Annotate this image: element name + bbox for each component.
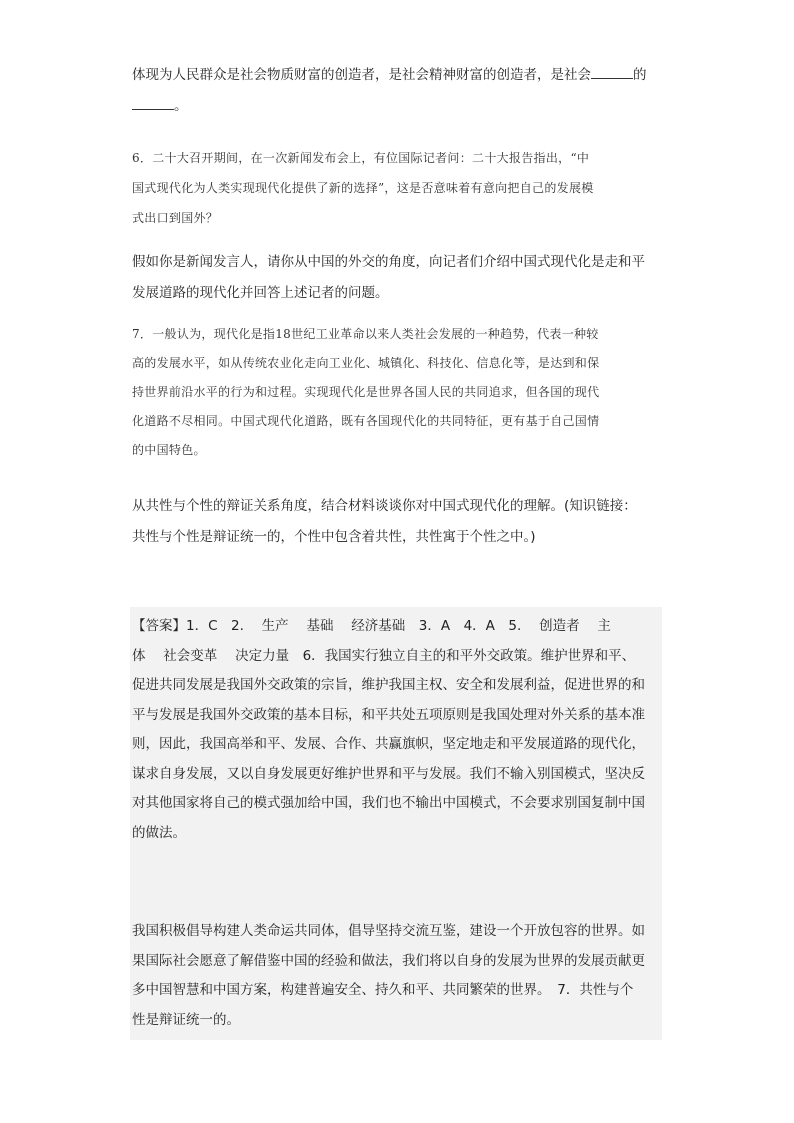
question-7-line: 化道路不尽相同。中国式现代化道路，既有各国现代化的共同特征，更有基于自己国情 xyxy=(132,414,600,428)
answer-line: 对其他国家将自己的模式强加给中国，我们也不输出中国模式，不会要求别国复制中国 xyxy=(132,795,645,811)
question-6-prompt-line: 假如你是新闻发言人，请你从中国的外交的角度，向记者们介绍中国式现代化是走和平 xyxy=(132,254,645,270)
question-7 xyxy=(132,320,662,465)
answer-line: 性是辩证统一的。 xyxy=(132,1011,240,1028)
intro-line-1: 体现为人民群众是社会物质财富的创造者，是社会精神财富的创造者，是社会 的 xyxy=(132,67,647,83)
answer-line: 的做法。 xyxy=(132,824,186,841)
question-7-line: 持世界前沿水平的行为和过程。实现现代化是世界各国人民的共同追求，但各国的现代 xyxy=(132,385,600,399)
question-7-prompt-line: 从共性与个性的辩证关系角度，结合材料谈谈你对中国式现代化的理解。(知识链接： xyxy=(132,498,637,514)
fill-blank xyxy=(591,66,633,79)
fill-blank xyxy=(132,97,174,110)
answer-line: 体 社会变革 决定力量 6．我国实行独立自主的和平外交政策。维护世界和平、 xyxy=(132,647,636,664)
question-6-prompt-line: 发展道路的现代化并回答上述记者的问题。 xyxy=(132,285,389,301)
intro-line-2: 。 xyxy=(132,97,662,115)
answer-part-1 xyxy=(132,612,662,848)
question-7-line: 的中国特色。 xyxy=(132,443,206,457)
answer-line: 促进共同发展是我国外交政策的宗旨，维护我国主权、安全和发展利益，促进世界的和 xyxy=(132,677,645,693)
answer-line: 谋求自身发展，又以自身发展更好维护世界和平与发展。我们不输入别国模式，坚决反 xyxy=(132,765,645,782)
question-6-line: 国式现代化为人类实现现代化提供了新的选择”，这是否意味着有意向把自己的发展模 xyxy=(132,181,594,195)
question-7-prompt-line: 共性与个性是辩证统一的，个性中包含着共性，共性寓于个性之中。) xyxy=(132,529,536,545)
question-7-line: 7．一般认为，现代化是指18世纪工业革命以来人类社会发展的一种趋势，代表一种较 xyxy=(132,327,599,341)
answer-line: 果国际社会愿意了解借鉴中国的经验和做法，我们将以自身的发展为世界的发展贡献更 xyxy=(132,952,645,969)
intro-text xyxy=(132,66,662,115)
question-7-prompt xyxy=(132,491,662,553)
answer-line: 我国积极倡导构建人类命运共同体，倡导坚持交流互鉴，建设一个开放包容的世界。如 xyxy=(132,923,645,939)
question-6-line: 式出口到国外？ xyxy=(132,211,219,225)
question-6-line: 6．二十大召开期间，在一次新闻发布会上，有位国际记者问：二十大报告指出，“中 xyxy=(132,151,590,165)
question-6-prompt xyxy=(132,247,662,309)
answer-line: 【答案】1．C 2. 生产 基础 经济基础 3．A 4．A 5. 创造者 主 xyxy=(132,618,611,634)
answer-line: 多中国智慧和中国方案，构建普遍安全、持久和平、共同繁荣的世界。 7．共性与个 xyxy=(132,982,634,998)
answer-part-2 xyxy=(132,917,662,1035)
answer-line: 平与发展是我国外交政策的基本目标，和平共处五项原则是我国处理对外关系的基本准 xyxy=(132,706,645,723)
answer-line: 则，因此，我国高举和平、发展、合作、共赢旗帜，坚定地走和平发展道路的现代化， xyxy=(132,736,645,752)
question-7-line: 高的发展水平，如从传统农业化走向工业化、城镇化、科技化、信息化等，是达到和保 xyxy=(132,356,600,370)
question-6 xyxy=(132,143,662,233)
